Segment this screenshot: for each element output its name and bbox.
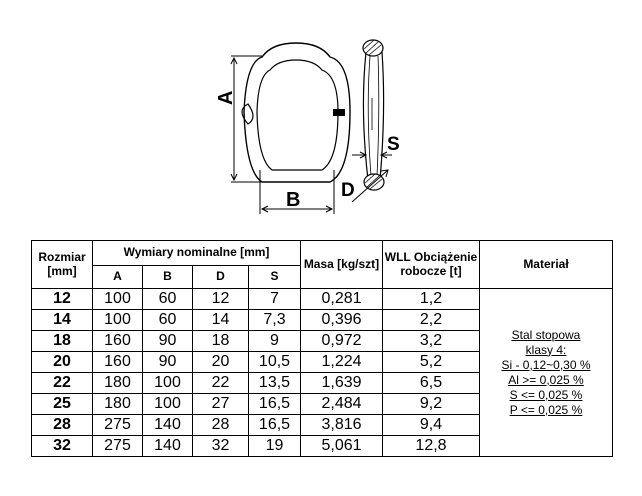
mass-cell: 1,224 [301, 352, 383, 373]
d-cell: 14 [193, 310, 249, 331]
size-cell: 32 [32, 436, 93, 457]
material-line: P <= 0,025 % [509, 402, 583, 417]
mass-cell: 1,639 [301, 373, 383, 394]
dimension-a-label: A [215, 90, 237, 105]
specification-table [31, 240, 613, 457]
s-cell: 9 [249, 331, 301, 352]
dimension-s-label: S [387, 134, 400, 155]
wll-cell: 12,8 [383, 436, 480, 457]
master-link-drawing [0, 0, 642, 240]
d-cell: 28 [193, 415, 249, 436]
b-cell: 60 [143, 310, 193, 331]
dimension-s [352, 152, 392, 158]
material-line: Si - 0,12~0,30 % [501, 357, 591, 372]
a-cell: 160 [93, 352, 143, 373]
mass-cell: 0,281 [301, 289, 383, 310]
dimension-b-label: B [286, 189, 301, 211]
table-header-row [32, 241, 613, 266]
size-header: Rozmiar [mm] [32, 241, 93, 289]
dimension-d-label: D [341, 180, 355, 201]
b-cell: 100 [143, 394, 193, 415]
s-cell: 13,5 [249, 373, 301, 394]
col-s-header: S [249, 266, 301, 289]
a-cell: 160 [93, 331, 143, 352]
wll-cell: 3,2 [383, 331, 480, 352]
d-cell: 22 [193, 373, 249, 394]
a-cell: 275 [93, 415, 143, 436]
size-cell: 18 [32, 331, 93, 352]
d-cell: 27 [193, 394, 249, 415]
s-cell: 19 [249, 436, 301, 457]
size-cell: 28 [32, 415, 93, 436]
s-cell: 16,5 [249, 415, 301, 436]
mass-cell: 5,061 [301, 436, 383, 457]
top-cross-section [363, 40, 383, 56]
d-cell: 18 [193, 331, 249, 352]
b-cell: 100 [143, 373, 193, 394]
size-cell: 20 [32, 352, 93, 373]
dims-header: Wymiary nominalne [mm] [93, 241, 301, 266]
weld-mark [333, 109, 345, 116]
b-cell: 90 [143, 352, 193, 373]
material-line: S <= 0,025 % [509, 387, 583, 402]
material-line: Stal stopowa [511, 327, 581, 342]
size-cell: 12 [32, 289, 93, 310]
mass-header: Masa [kg/szt] [301, 241, 383, 289]
b-cell: 140 [143, 436, 193, 457]
mass-cell: 0,396 [301, 310, 383, 331]
size-cell: 25 [32, 394, 93, 415]
d-cell: 20 [193, 352, 249, 373]
wll-cell: 1,2 [383, 289, 480, 310]
s-cell: 16,5 [249, 394, 301, 415]
wll-header: WLL Obciążenie robocze [t] [383, 241, 480, 289]
col-b-header: B [143, 266, 193, 289]
link-side-view [363, 52, 383, 180]
b-cell: 60 [143, 289, 193, 310]
b-cell: 90 [143, 331, 193, 352]
a-cell: 275 [93, 436, 143, 457]
wll-cell: 2,2 [383, 310, 480, 331]
material-line: klasy 4: [525, 342, 567, 357]
wll-cell: 6,5 [383, 373, 480, 394]
a-cell: 100 [93, 289, 143, 310]
wll-cell: 9,2 [383, 394, 480, 415]
size-cell: 22 [32, 373, 93, 394]
size-cell: 14 [32, 310, 93, 331]
material-cell [480, 289, 613, 457]
s-cell: 10,5 [249, 352, 301, 373]
link-inner-outline [257, 60, 338, 170]
material-line: Al >= 0,025 % [508, 372, 584, 387]
col-d-header: D [193, 266, 249, 289]
mass-cell: 0,972 [301, 331, 383, 352]
a-cell: 180 [93, 373, 143, 394]
b-cell: 140 [143, 415, 193, 436]
a-cell: 100 [93, 310, 143, 331]
d-cell: 32 [193, 436, 249, 457]
col-a-header: A [93, 266, 143, 289]
wll-cell: 5,2 [383, 352, 480, 373]
material-header: Materiał [480, 241, 613, 289]
wll-cell: 9,4 [383, 415, 480, 436]
s-cell: 7,3 [249, 310, 301, 331]
mass-cell: 3,816 [301, 415, 383, 436]
mass-cell: 2,484 [301, 394, 383, 415]
s-cell: 7 [249, 289, 301, 310]
a-cell: 180 [93, 394, 143, 415]
d-cell: 12 [193, 289, 249, 310]
table-row [32, 289, 613, 310]
